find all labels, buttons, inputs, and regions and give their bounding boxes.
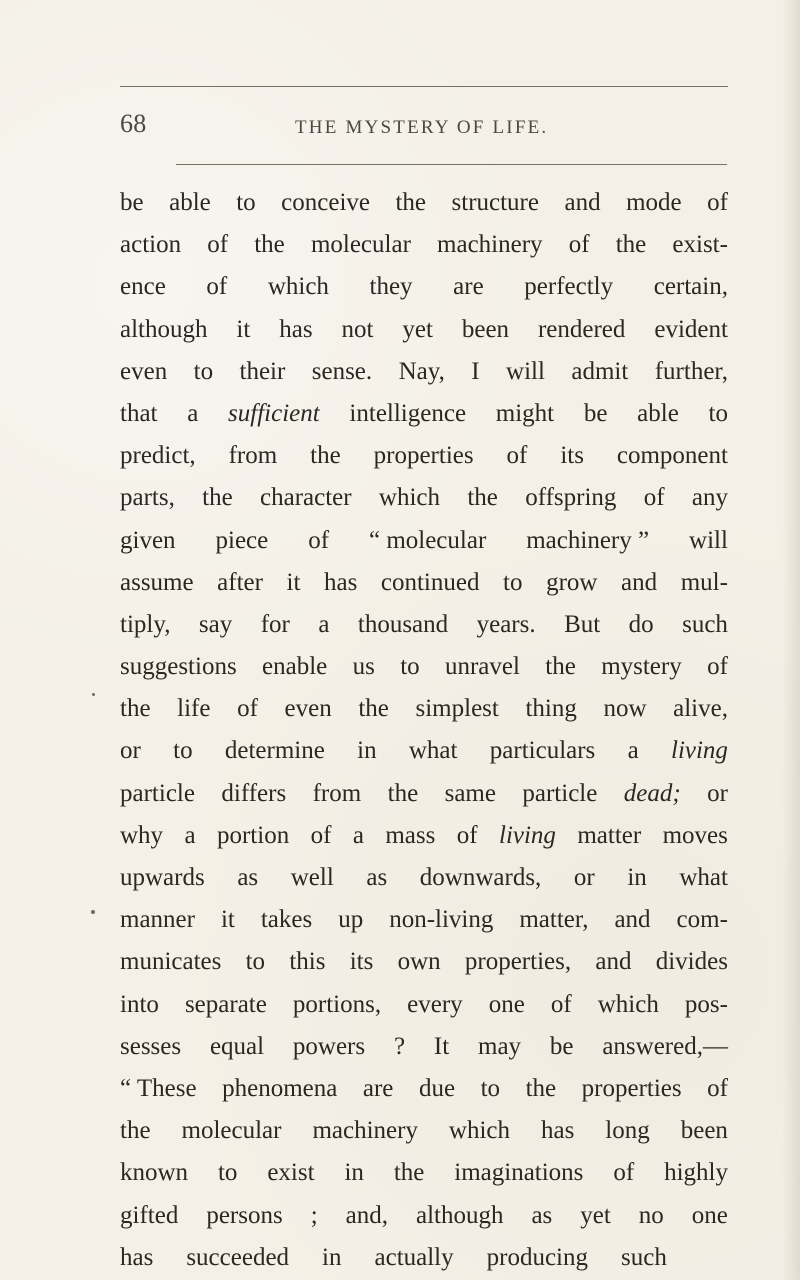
text-word: sufficient bbox=[228, 399, 320, 427]
text-word: one bbox=[488, 990, 525, 1018]
text-word: of bbox=[707, 1074, 728, 1102]
text-word: even bbox=[284, 695, 332, 723]
text-line bbox=[120, 1237, 728, 1279]
text-word: character bbox=[260, 484, 352, 512]
text-word: municates bbox=[120, 948, 222, 976]
text-word: to bbox=[173, 737, 193, 765]
text-word: particle bbox=[522, 779, 598, 807]
text-word: known bbox=[120, 1159, 189, 1187]
text-line bbox=[120, 941, 728, 983]
text-word: piece bbox=[215, 526, 269, 554]
page-number: 68 bbox=[120, 109, 147, 138]
page-edge-shadow bbox=[782, 0, 800, 1280]
margin-speck bbox=[91, 910, 95, 914]
text-word: of bbox=[643, 484, 665, 512]
text-word: given bbox=[120, 526, 176, 554]
text-word: in bbox=[357, 737, 377, 765]
text-line bbox=[120, 520, 728, 562]
text-word: yet bbox=[580, 1201, 611, 1229]
text-word: conceive bbox=[281, 189, 370, 216]
text-line bbox=[120, 1152, 728, 1194]
text-word: It bbox=[433, 1032, 450, 1060]
text-word: of bbox=[613, 1159, 635, 1187]
text-word: to bbox=[193, 357, 214, 385]
text-word: of bbox=[310, 821, 332, 849]
text-word: upwards bbox=[120, 864, 205, 891]
text-line bbox=[120, 1195, 728, 1237]
header-rule-top bbox=[120, 86, 728, 87]
text-word: to bbox=[480, 1074, 501, 1102]
text-word: ence bbox=[120, 273, 166, 301]
text-word: to bbox=[503, 568, 523, 596]
text-line bbox=[120, 688, 728, 730]
text-line bbox=[120, 773, 728, 815]
text-word: tiply, bbox=[120, 610, 171, 638]
text-word: that bbox=[120, 399, 158, 427]
text-line bbox=[120, 646, 728, 688]
text-word: what bbox=[408, 737, 458, 765]
text-line bbox=[120, 562, 728, 604]
text-word: due bbox=[418, 1074, 456, 1102]
text-word: particulars bbox=[489, 737, 596, 765]
text-word: downwards, bbox=[419, 864, 542, 891]
text-line bbox=[120, 477, 728, 519]
text-word: the bbox=[393, 1159, 425, 1187]
text-word: its bbox=[349, 948, 374, 976]
text-word: admit bbox=[571, 357, 629, 385]
text-word: intelligence bbox=[349, 399, 467, 427]
text-word: one bbox=[691, 1201, 728, 1229]
text-word: from bbox=[312, 779, 362, 807]
text-word: the bbox=[545, 653, 576, 681]
text-word: ? bbox=[393, 1032, 406, 1060]
text-word: from bbox=[228, 442, 278, 470]
text-word: imaginations bbox=[454, 1159, 584, 1187]
text-word: living bbox=[499, 821, 556, 849]
text-word: although bbox=[415, 1201, 504, 1229]
text-word: mass bbox=[385, 821, 436, 849]
text-word: highly bbox=[664, 1159, 728, 1187]
text-word: pos- bbox=[684, 990, 728, 1018]
text-word: of bbox=[568, 231, 590, 259]
text-word: has bbox=[541, 1117, 575, 1145]
text-word: own bbox=[397, 948, 441, 976]
text-word: years. bbox=[476, 610, 536, 638]
text-word: why bbox=[120, 821, 164, 849]
text-word: they bbox=[369, 273, 413, 301]
text-word: the bbox=[358, 695, 389, 723]
text-word: be bbox=[583, 399, 608, 427]
text-word: component bbox=[616, 442, 728, 470]
text-word: say bbox=[198, 610, 233, 638]
text-word: properties bbox=[373, 442, 474, 470]
text-line bbox=[120, 984, 728, 1026]
text-word: in bbox=[344, 1159, 364, 1187]
text-word: no bbox=[638, 1201, 664, 1229]
text-word: will bbox=[506, 357, 545, 385]
text-word: be bbox=[549, 1032, 574, 1060]
text-word: us bbox=[352, 653, 375, 681]
text-word: the bbox=[254, 231, 285, 259]
text-word: and bbox=[595, 948, 632, 976]
text-word: may bbox=[478, 1032, 522, 1060]
text-word: which bbox=[267, 273, 329, 301]
text-word: and bbox=[614, 906, 651, 934]
text-word: mode bbox=[626, 189, 682, 216]
text-word: parts, bbox=[120, 484, 175, 512]
text-word: which bbox=[378, 484, 441, 512]
text-word: But bbox=[564, 610, 601, 638]
text-word: certain, bbox=[653, 273, 728, 301]
text-word: the bbox=[202, 484, 233, 512]
text-word: a bbox=[352, 821, 364, 849]
text-word: life bbox=[177, 695, 211, 723]
text-word: enable bbox=[262, 653, 328, 681]
text-word: a bbox=[627, 737, 639, 765]
text-word: of bbox=[206, 273, 228, 301]
text-line bbox=[120, 899, 728, 941]
text-word: in bbox=[627, 864, 647, 891]
text-word: sense. bbox=[311, 357, 373, 385]
text-word: such bbox=[682, 610, 728, 638]
text-line bbox=[120, 1026, 728, 1068]
text-word: machinery bbox=[437, 231, 543, 259]
text-word: to bbox=[400, 653, 420, 681]
text-word: now bbox=[603, 695, 647, 723]
text-word: of bbox=[456, 821, 478, 849]
text-word: non-living bbox=[389, 906, 494, 934]
text-word: their bbox=[239, 357, 286, 385]
text-word: gifted bbox=[120, 1201, 179, 1229]
text-word: I bbox=[471, 357, 480, 385]
text-word: suggestions bbox=[120, 653, 237, 681]
text-word: alive, bbox=[673, 695, 728, 723]
text-word: mystery bbox=[601, 653, 682, 681]
text-word: not bbox=[341, 315, 374, 343]
text-word: to bbox=[217, 1159, 238, 1187]
text-word: or bbox=[573, 864, 595, 891]
text-line bbox=[120, 1110, 728, 1152]
text-word: or bbox=[120, 737, 141, 765]
text-word: has bbox=[279, 315, 313, 343]
text-word: has bbox=[324, 568, 358, 596]
text-word: been bbox=[680, 1117, 728, 1145]
text-word: properties, bbox=[464, 948, 572, 976]
text-word: although bbox=[120, 315, 208, 343]
text-word: of bbox=[207, 231, 229, 259]
text-word: matter, bbox=[519, 906, 589, 934]
text-word: a bbox=[318, 610, 330, 638]
text-word: and bbox=[564, 189, 601, 216]
text-word: the bbox=[395, 189, 427, 216]
text-word: succeeded bbox=[186, 1243, 290, 1271]
text-word: do bbox=[628, 610, 654, 638]
text-word: of bbox=[707, 189, 728, 216]
text-word: equal bbox=[209, 1032, 265, 1060]
text-word: it bbox=[220, 906, 235, 934]
text-line bbox=[120, 266, 728, 308]
text-word: molecular bbox=[310, 231, 411, 259]
text-word: answered,— bbox=[602, 1032, 728, 1060]
text-word: “ These bbox=[120, 1074, 197, 1102]
text-word: to bbox=[245, 948, 266, 976]
text-word: phenomena bbox=[222, 1074, 338, 1102]
text-line bbox=[120, 182, 728, 224]
text-line bbox=[120, 309, 728, 351]
text-word: long bbox=[605, 1117, 650, 1145]
margin-speck bbox=[92, 693, 95, 696]
text-word: same bbox=[444, 779, 496, 807]
text-word: simplest bbox=[415, 695, 499, 723]
text-word: takes bbox=[260, 906, 313, 934]
text-word: what bbox=[679, 864, 728, 891]
text-word: structure bbox=[451, 189, 539, 216]
body-text bbox=[120, 182, 728, 1279]
text-word: portion bbox=[216, 821, 290, 849]
text-word: the bbox=[120, 1117, 151, 1145]
text-word: will bbox=[689, 526, 728, 554]
text-line bbox=[120, 224, 728, 266]
text-line bbox=[120, 1068, 728, 1110]
text-word: the bbox=[310, 442, 341, 470]
text-word: the bbox=[387, 779, 419, 807]
text-word: of bbox=[550, 990, 572, 1018]
text-word: further, bbox=[654, 357, 728, 385]
text-word: as bbox=[366, 864, 388, 891]
text-word: predict, bbox=[120, 442, 196, 470]
text-word: thousand bbox=[357, 610, 449, 638]
text-word: molecular bbox=[181, 1117, 282, 1145]
text-word: the bbox=[467, 484, 498, 512]
text-word: mul- bbox=[680, 568, 728, 596]
text-word: to bbox=[708, 399, 728, 427]
text-word: separate bbox=[184, 990, 267, 1018]
text-word: of bbox=[707, 653, 728, 681]
text-line bbox=[120, 730, 728, 772]
text-word: persons bbox=[206, 1201, 283, 1229]
text-word: into bbox=[120, 990, 159, 1018]
text-word: assume bbox=[120, 568, 194, 596]
text-word: has bbox=[120, 1243, 154, 1271]
text-word: exist- bbox=[672, 231, 728, 259]
text-word: well bbox=[290, 864, 334, 891]
text-word: the bbox=[615, 231, 647, 259]
text-line bbox=[120, 435, 728, 477]
text-word: sesses bbox=[120, 1032, 182, 1060]
text-line bbox=[120, 393, 728, 435]
text-word: unravel bbox=[444, 653, 520, 681]
text-word: and, bbox=[345, 1201, 388, 1229]
text-word: the bbox=[120, 695, 151, 723]
header-rule-bottom bbox=[176, 164, 727, 165]
text-line bbox=[120, 815, 728, 857]
text-line bbox=[120, 857, 728, 899]
text-word: manner bbox=[120, 906, 195, 934]
text-word: of bbox=[237, 695, 258, 723]
running-head: THE MYSTERY OF LIFE. bbox=[295, 117, 549, 138]
text-word: been bbox=[461, 315, 510, 343]
text-word: living bbox=[671, 737, 728, 765]
text-word: are bbox=[362, 1074, 394, 1102]
text-word: as bbox=[237, 864, 259, 891]
text-word: action bbox=[120, 231, 182, 259]
text-word: or bbox=[707, 779, 728, 807]
text-word: determine bbox=[224, 737, 325, 765]
text-word: such bbox=[621, 1243, 667, 1271]
text-word: machinery bbox=[312, 1117, 418, 1145]
text-word: might bbox=[495, 399, 555, 427]
text-word: powers bbox=[292, 1032, 366, 1060]
text-word: offspring bbox=[525, 484, 617, 512]
text-word: the bbox=[525, 1074, 557, 1102]
text-line bbox=[120, 351, 728, 393]
text-word: thing bbox=[525, 695, 577, 723]
text-word: Nay, bbox=[398, 357, 445, 385]
text-word: to bbox=[236, 189, 256, 216]
text-word: properties bbox=[581, 1074, 682, 1102]
text-word: which bbox=[448, 1117, 511, 1145]
text-word: of bbox=[308, 526, 330, 554]
text-word: continued bbox=[380, 568, 480, 596]
text-word: a bbox=[184, 821, 196, 849]
text-word: actually bbox=[374, 1243, 454, 1271]
text-word: it bbox=[286, 568, 301, 596]
text-word: portions, bbox=[292, 990, 382, 1018]
text-word: dead; bbox=[623, 779, 681, 807]
text-word: and bbox=[621, 568, 658, 596]
text-word: every bbox=[407, 990, 463, 1018]
text-word: its bbox=[560, 442, 584, 470]
text-line bbox=[120, 604, 728, 646]
text-word: perfectly bbox=[524, 273, 614, 301]
text-word: producing bbox=[486, 1243, 589, 1271]
text-word: able bbox=[637, 399, 679, 427]
text-word: matter bbox=[577, 821, 642, 849]
text-word: up bbox=[338, 906, 364, 934]
text-word: it bbox=[236, 315, 251, 343]
text-word: a bbox=[187, 399, 199, 427]
text-word: as bbox=[531, 1201, 553, 1229]
text-word: for bbox=[260, 610, 290, 638]
text-word: any bbox=[691, 484, 728, 512]
text-word: after bbox=[217, 568, 263, 596]
text-word: yet bbox=[402, 315, 433, 343]
text-word: machinery ” bbox=[526, 526, 650, 554]
text-word: which bbox=[597, 990, 659, 1018]
text-word: “ molecular bbox=[368, 526, 487, 554]
text-word: even bbox=[120, 357, 168, 385]
text-word: of bbox=[506, 442, 528, 470]
text-word: are bbox=[453, 273, 484, 301]
text-word: com- bbox=[676, 906, 728, 934]
text-word: differs bbox=[221, 779, 287, 807]
text-word: evident bbox=[654, 315, 728, 343]
text-word: be bbox=[120, 189, 144, 216]
text-word: ; bbox=[310, 1201, 318, 1229]
text-word: exist bbox=[267, 1159, 315, 1187]
text-word: in bbox=[322, 1243, 342, 1271]
text-word: rendered bbox=[537, 315, 626, 343]
text-word: able bbox=[169, 189, 211, 216]
text-word: divides bbox=[655, 948, 728, 976]
text-word: moves bbox=[662, 821, 728, 849]
text-word: this bbox=[289, 948, 326, 976]
text-word: particle bbox=[120, 779, 195, 807]
text-word: grow bbox=[546, 568, 598, 596]
